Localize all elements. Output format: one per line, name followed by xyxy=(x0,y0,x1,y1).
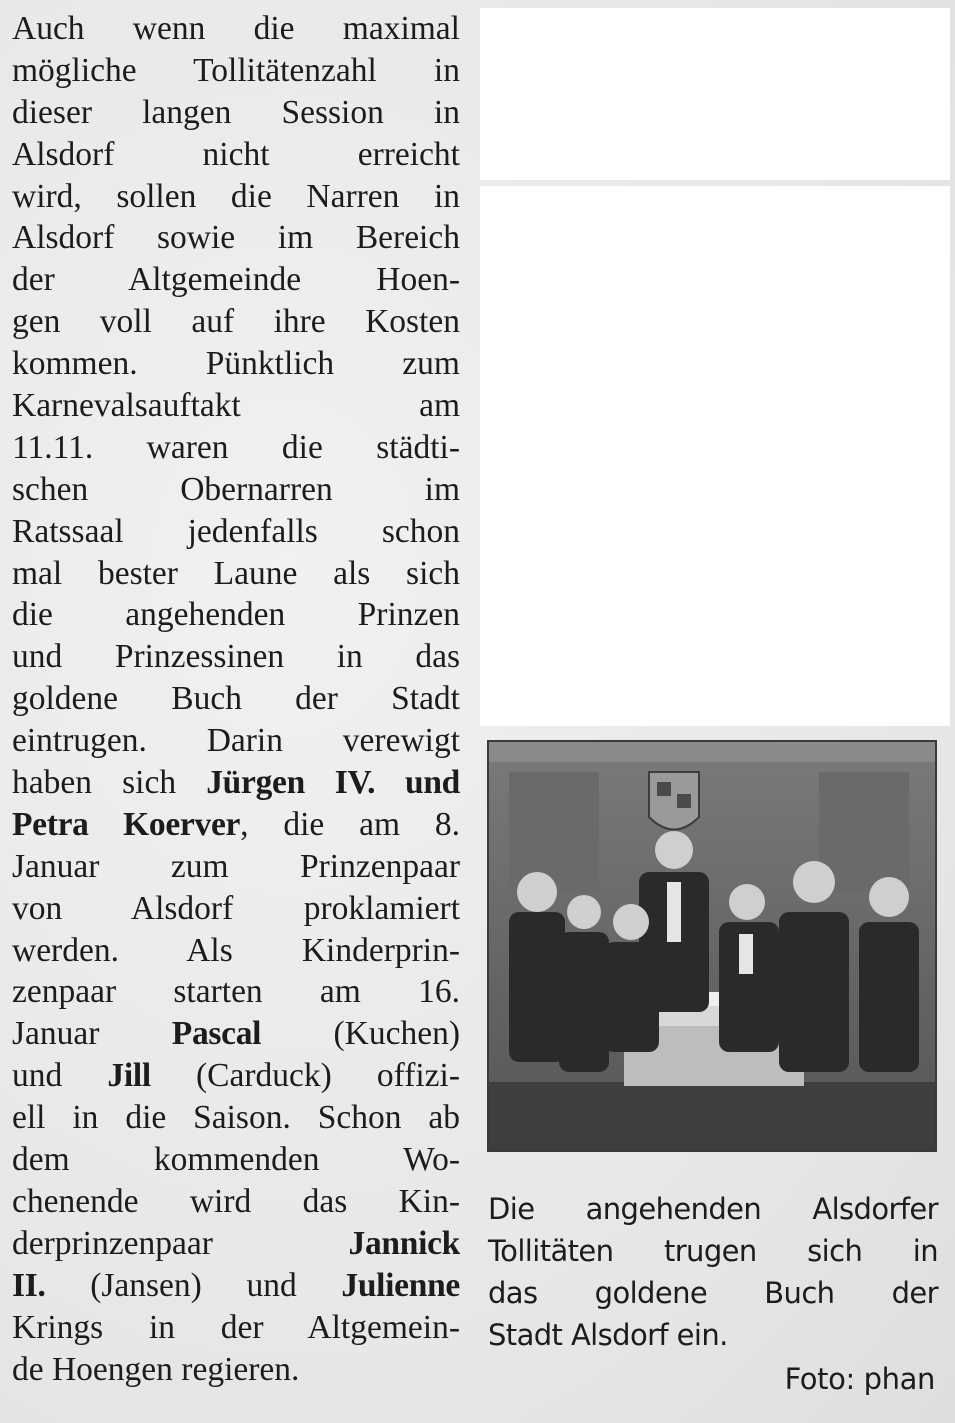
article-text: die angehenden Prinzen xyxy=(12,596,460,634)
article-line xyxy=(12,678,460,720)
article-text: zenpaar starten am 16. xyxy=(12,973,460,1011)
article-text: gen voll auf ihre Kosten xyxy=(12,303,460,341)
article-line xyxy=(12,930,460,972)
article-line xyxy=(12,846,460,888)
article-line xyxy=(12,469,460,511)
article-line xyxy=(12,134,460,176)
article-text: der Altgemeinde Hoen- xyxy=(12,261,460,299)
article-text: goldene Buch der Stadt xyxy=(12,680,460,718)
article-line xyxy=(12,1181,460,1223)
article-text: wird, sollen die Narren in xyxy=(12,177,460,215)
article-text: Krings in der Altgemein- xyxy=(12,1308,460,1346)
article-bold-name: Julienne xyxy=(341,1266,460,1304)
article-line xyxy=(12,1055,460,1097)
article-line xyxy=(12,427,460,469)
article-line xyxy=(12,176,460,218)
article-text: , die am 8. xyxy=(240,805,460,843)
article-line xyxy=(12,1265,460,1307)
article-line xyxy=(12,971,460,1013)
article-line xyxy=(12,1349,460,1391)
photo-credit: Foto: phan xyxy=(784,1362,935,1396)
article-line xyxy=(12,92,460,134)
article-text: 11.11. waren die städti- xyxy=(12,428,460,466)
article-text: Auch wenn die maximal xyxy=(12,10,460,47)
article-text: haben sich xyxy=(12,764,207,802)
article-text: und Prinzessinen in das xyxy=(12,638,460,676)
caption-line: Die angehenden Alsdorfer xyxy=(488,1192,938,1226)
article-line xyxy=(12,301,460,343)
article-text: dem kommenden Wo- xyxy=(12,1141,460,1179)
article-text: mal bester Laune als sich xyxy=(12,554,460,592)
article-line xyxy=(12,762,460,804)
article-line xyxy=(12,804,460,846)
article-text: (Carduck) offizi- xyxy=(150,1057,460,1095)
article-column xyxy=(12,8,460,1390)
article-line xyxy=(12,1223,460,1265)
article-text: derprinzenpaar xyxy=(12,1224,349,1262)
article-text: Januar zum Prinzenpaar xyxy=(12,847,460,885)
article-text: Karnevalsauftakt am xyxy=(12,387,460,425)
blank-area-main xyxy=(480,186,950,726)
article-line xyxy=(12,1139,460,1181)
article-bold-name: Pascal xyxy=(171,1015,262,1053)
article-text: mögliche Tollitätenzahl in xyxy=(12,51,460,89)
caption-line: Tollitäten trugen sich in xyxy=(488,1234,938,1268)
article-text: Alsdorf nicht erreicht xyxy=(12,135,460,173)
blank-area-top xyxy=(480,8,950,180)
article-text: de Hoengen regieren. xyxy=(12,1350,300,1388)
article-text: und xyxy=(12,1057,108,1095)
article-line xyxy=(12,636,460,678)
group-photo-icon xyxy=(489,742,935,1150)
article-text: chenende wird das Kin- xyxy=(12,1182,460,1220)
article-line xyxy=(12,1097,460,1139)
article-text: dieser langen Session in xyxy=(12,93,460,131)
article-line xyxy=(12,259,460,301)
article-line xyxy=(12,594,460,636)
article-text: werden. Als Kinderprin- xyxy=(12,931,460,969)
article-line xyxy=(12,50,460,92)
article-line xyxy=(12,8,460,50)
article-text: eintrugen. Darin verewigt xyxy=(12,722,460,760)
group-photo xyxy=(487,740,937,1152)
article-line xyxy=(12,1013,460,1055)
article-line xyxy=(12,888,460,930)
article-line xyxy=(12,343,460,385)
article-line xyxy=(12,553,460,595)
article-bold-name: Jill xyxy=(107,1057,151,1095)
article-text: (Kuchen) xyxy=(261,1015,460,1053)
article-line xyxy=(12,720,460,762)
article-bold-name: Jannick xyxy=(348,1224,460,1262)
article-text: Alsdorf sowie im Bereich xyxy=(12,219,460,257)
article-bold-name: Jürgen IV. und xyxy=(206,764,460,802)
caption-line: das goldene Buch der xyxy=(488,1276,938,1310)
article-text: ell in die Saison. Schon ab xyxy=(12,1099,460,1137)
article-text: von Alsdorf proklamiert xyxy=(12,889,460,927)
article-text: schen Obernarren im xyxy=(12,470,460,508)
article-bold-name: II. xyxy=(12,1266,46,1304)
article-line xyxy=(12,217,460,259)
article-bold-name: Petra Koerver xyxy=(12,805,241,843)
article-line xyxy=(12,1307,460,1349)
article-text: (Jansen) und xyxy=(45,1266,342,1304)
caption-line: Stadt Alsdorf ein. xyxy=(488,1318,728,1352)
article-text: Januar xyxy=(12,1015,172,1053)
article-line xyxy=(12,511,460,553)
article-line xyxy=(12,385,460,427)
photo-caption xyxy=(488,1188,938,1356)
article-text: Ratssaal jedenfalls schon xyxy=(12,512,460,550)
article-text: kommen. Pünktlich zum xyxy=(12,345,460,383)
